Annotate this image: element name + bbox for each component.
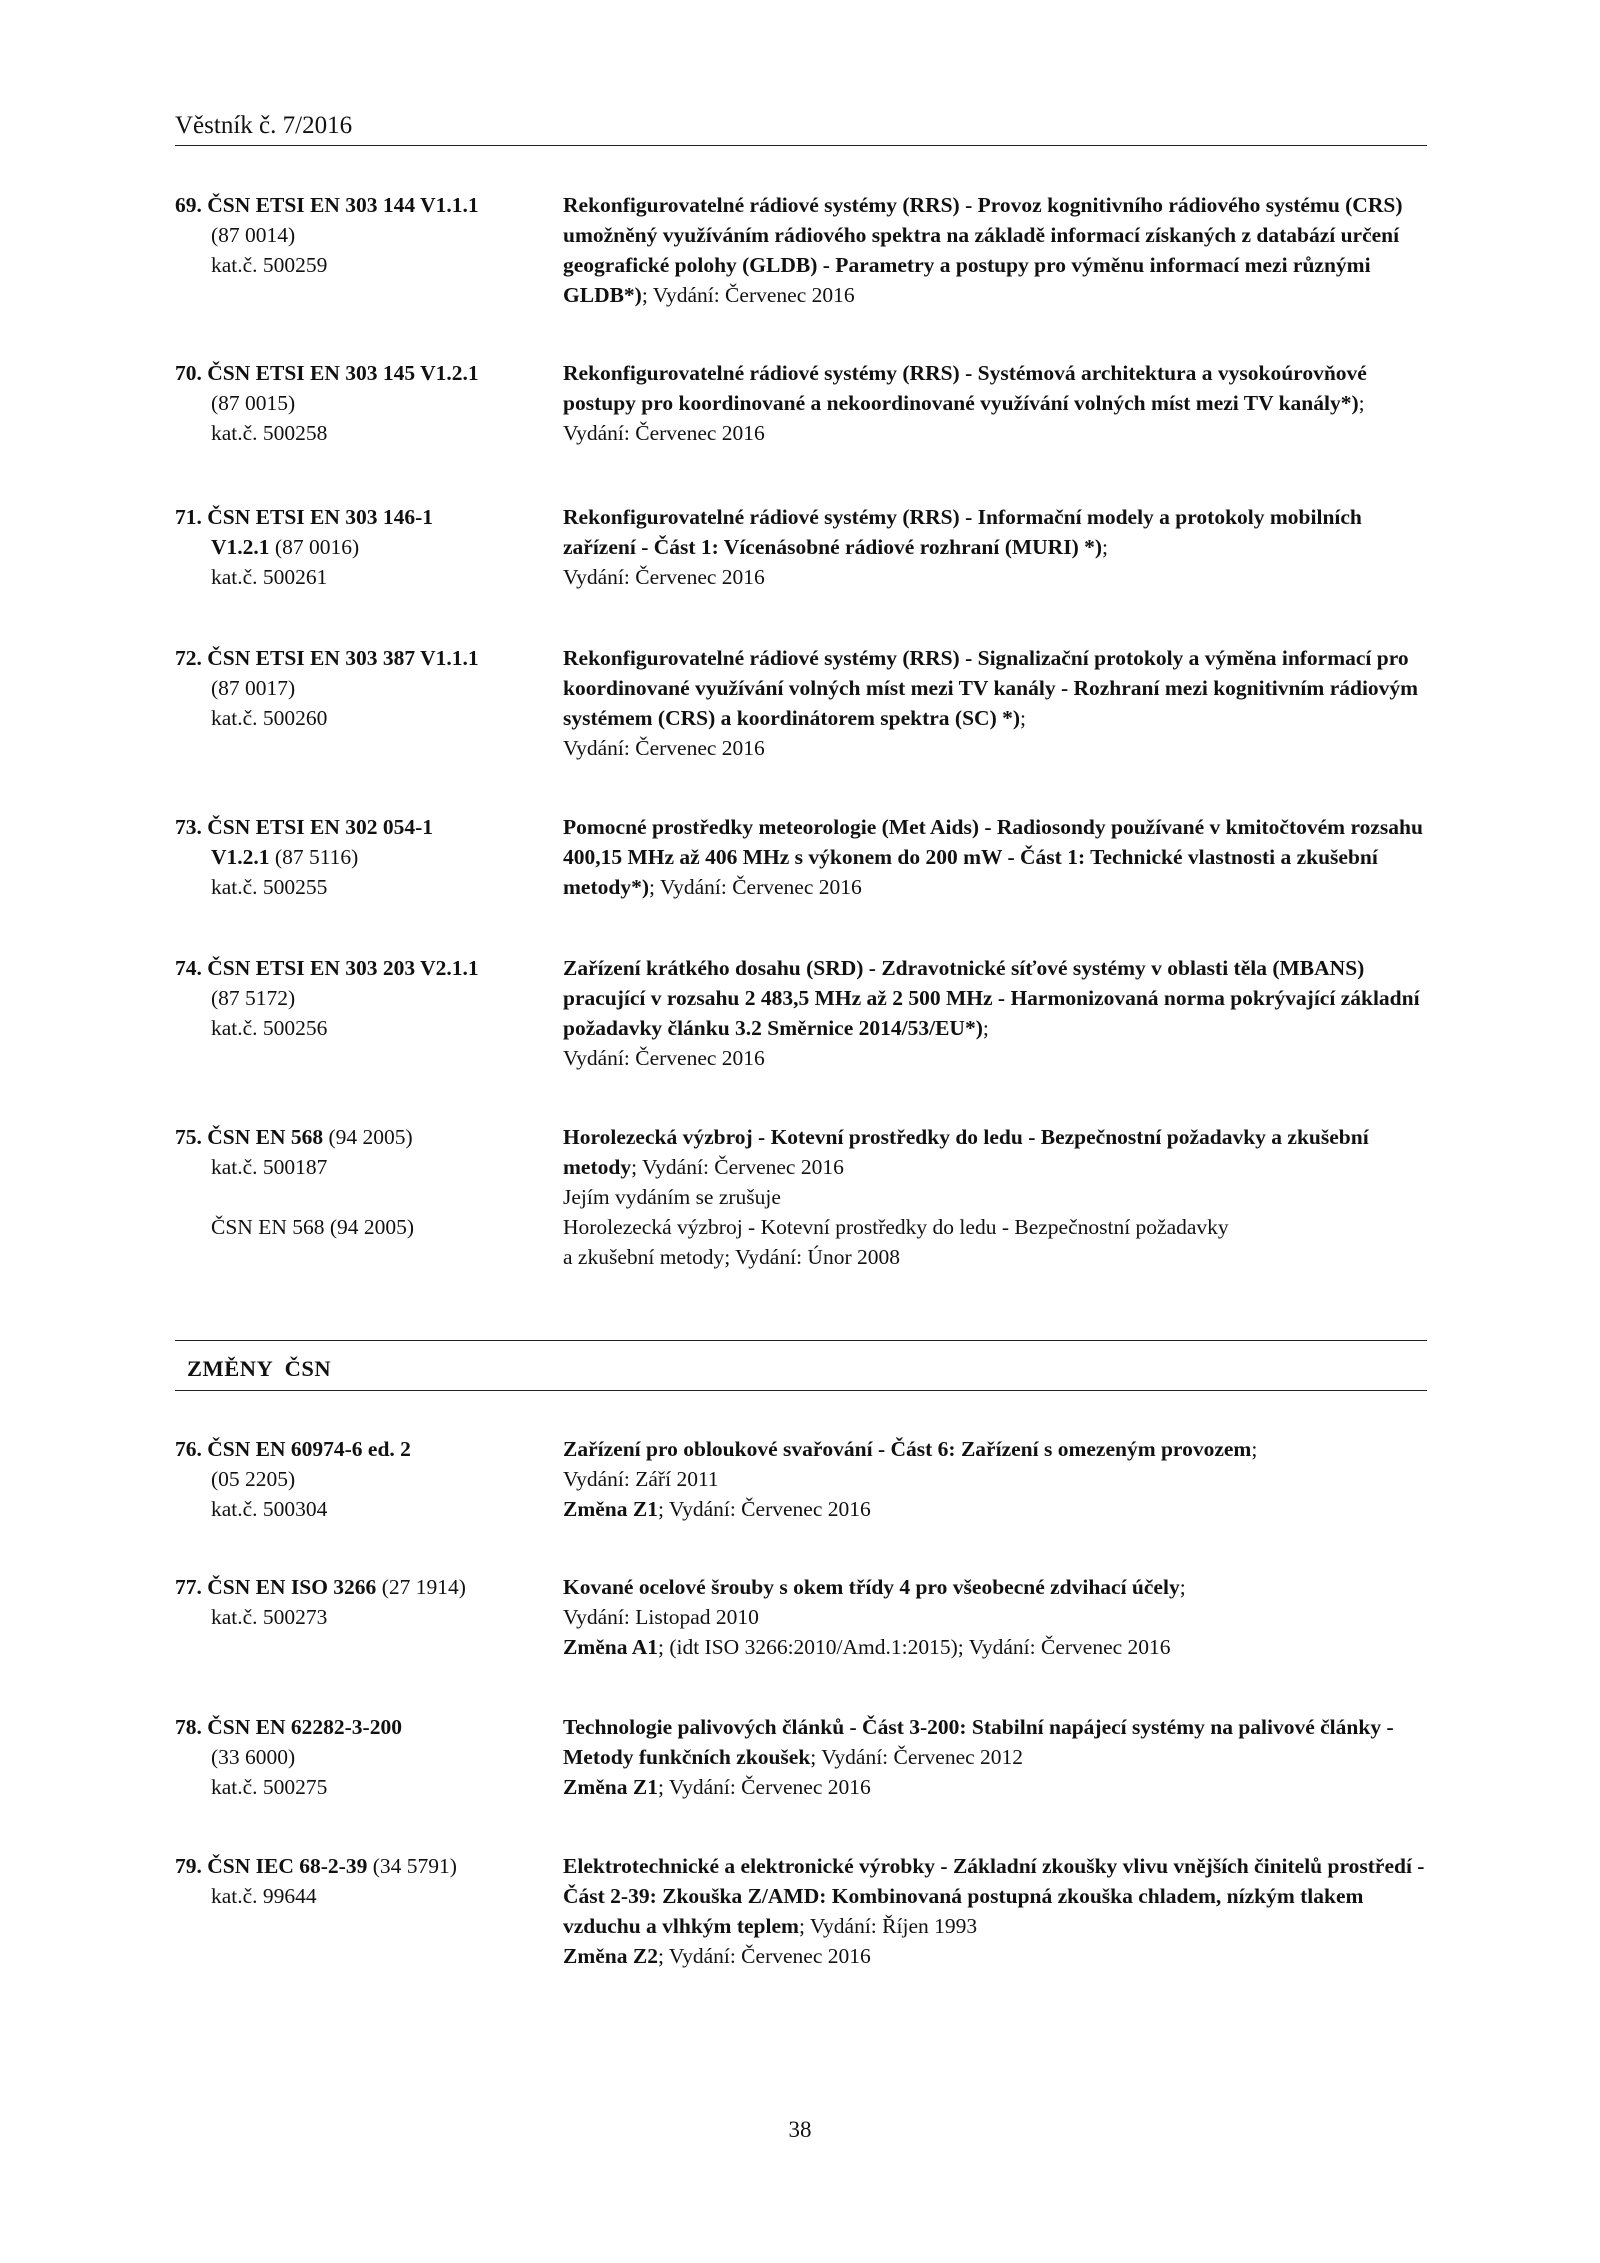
entry-id: 71. ČSN ETSI EN 303 146-1 V1.2.1 (87 0016) kat.č. 500261	[175, 502, 547, 592]
issue-date: ; Vydání: Červenec 2016	[641, 283, 855, 307]
issue-date: Vydání: Červenec 2016	[563, 1046, 765, 1070]
catalog-number: kat.č. 99644	[211, 1884, 317, 1908]
standard-title: Zařízení krátkého dosahu (SRD) - Zdravotnické síťové systémy v oblasti těla (MBANS) pracující v rozsahu 2 483,5 MHz až 2 500 MHz - Harmonizovaná norma pokrývající základní požadavky článku 3.2 Směrnice 2014/53/EU*)	[563, 956, 1420, 1040]
classification: (34 5791)	[372, 1854, 457, 1878]
catalog-number: kat.č. 500260	[211, 706, 328, 730]
withdrawal-note: Jejím vydáním se zrušuje	[563, 1185, 781, 1209]
header-rule	[175, 145, 1427, 146]
catalog-number: kat.č. 500273	[211, 1605, 328, 1629]
entry-description	[563, 812, 1427, 902]
withdrawn-title-continued: a zkušební metody; Vydání: Únor 2008	[563, 1245, 900, 1269]
page-number: 38	[788, 2117, 812, 2142]
standard-code: ČSN ETSI EN 303 203 V2.1.1	[207, 956, 479, 980]
entry-id: 73. ČSN ETSI EN 302 054-1 V1.2.1 (87 5116) kat.č. 500255	[175, 812, 547, 902]
entry-id: 72. ČSN ETSI EN 303 387 V1.1.1 (87 0017) kat.č. 500260	[175, 643, 547, 733]
entry-id: 77. ČSN EN ISO 3266 (27 1914) kat.č. 500273	[175, 1572, 547, 1632]
classification: (87 0017)	[211, 676, 296, 700]
section-title: ZMĚNY ČSN	[187, 1356, 332, 1381]
standard-title: Technologie palivových článků - Část 3-200: Stabilní napájecí systémy na palivové články - Metody funkčních zkoušek	[563, 1715, 1394, 1769]
change-date: ; Vydání: Červenec 2016	[657, 1775, 871, 1799]
entry-id: 79. ČSN IEC 68-2-39 (34 5791) kat.č. 99644	[175, 1851, 547, 1911]
standard-code: ČSN EN ISO 3266	[207, 1575, 377, 1599]
catalog-number: kat.č. 500187	[211, 1155, 328, 1179]
issue-date: Vydání: Červenec 2016	[563, 736, 765, 760]
standard-title: Pomocné prostředky meteorologie (Met Aids) - Radiosondy používané v kmitočtovém rozsahu 400,15 MHz až 406 MHz s výkonem do 200 mW - Část 1: Technické vlastnosti a zkušební metody*)	[563, 815, 1423, 899]
change-label: Změna Z1	[563, 1497, 658, 1521]
entry-description: Zařízení pro obloukové svařování - Část 6: Zařízení s omezeným provozem; Vydání: Září 2011 Změna Z1; Vydání: Červenec 2016	[563, 1434, 1427, 1524]
catalog-number: kat.č. 500258	[211, 421, 328, 445]
change-label: Změna A1	[563, 1635, 658, 1659]
entry-id: 78. ČSN EN 62282-3-200 (33 6000) kat.č. 500275	[175, 1712, 547, 1802]
catalog-number: kat.č. 500304	[211, 1497, 328, 1521]
standard-code: ČSN ETSI EN 303 144 V1.1.1	[207, 193, 479, 217]
withdrawn-title: Horolezecká výzbroj - Kotevní prostředky do ledu - Bezpečnostní požadavky	[563, 1215, 1229, 1239]
standard-code: ČSN ETSI EN 302 054-1	[207, 815, 434, 839]
standard-code: ČSN EN 60974-6 ed. 2	[207, 1437, 411, 1461]
entry-id: 75. ČSN EN 568 (94 2005) kat.č. 500187	[175, 1122, 547, 1182]
catalog-number: kat.č. 500261	[211, 565, 328, 589]
entry-id: 76. ČSN EN 60974-6 ed. 2 (05 2205) kat.č. 500304	[175, 1434, 547, 1524]
classification: (87 0014)	[211, 223, 296, 247]
change-date: ; Vydání: Červenec 2016	[657, 1944, 871, 1968]
classification: (87 0016)	[274, 535, 360, 559]
issue-date: ; Vydání: Červenec 2016	[631, 1155, 844, 1179]
catalog-number: kat.č. 500256	[211, 1016, 328, 1040]
entry-description: Zařízení krátkého dosahu (SRD) - Zdravotnické síťové systémy v oblasti těla (MBANS) pracující v rozsahu 2 483,5 MHz až 2 500 MHz - Harmonizovaná norma pokrývající základní požadavky článku 3.2 Směrnice 2014/53/EU*); Vydání: Červenec 2016	[563, 953, 1427, 1073]
issue-date: Vydání: Září 2011	[563, 1467, 719, 1491]
classification: (33 6000)	[211, 1745, 296, 1769]
entry-description: Kované ocelové šrouby s okem třídy 4 pro všeobecné zdvihací účely; Vydání: Listopad 2010 Změna A1; (idt ISO 3266:2010/Amd.1:2015); Vydání: Červenec 2016	[563, 1572, 1427, 1662]
classification: (87 5116)	[274, 845, 359, 869]
standard-title: Kované ocelové šrouby s okem třídy 4 pro všeobecné zdvihací účely	[563, 1575, 1180, 1599]
section-rule-top	[175, 1340, 1427, 1341]
entry-description	[563, 1122, 1427, 1212]
entry-description	[563, 190, 1427, 310]
withdrawn-standard-description	[563, 1212, 1427, 1272]
classification: (94 2005)	[328, 1125, 413, 1149]
change-label: Změna Z2	[563, 1944, 658, 1968]
issue-date: ; Vydání: Červenec 2016	[563, 391, 1365, 445]
standard-title: Horolezecká výzbroj - Kotevní prostředky do ledu - Bezpečnostní požadavky a zkušební metody	[563, 1125, 1369, 1179]
entry-id: 69. ČSN ETSI EN 303 144 V1.1.1 (87 0014) kat.č. 500259	[175, 190, 547, 280]
standard-title: Elektrotechnické a elektronické výrobky - Základní zkoušky vlivu vnějších činitelů prostředí - Část 2-39: Zkouška Z/AMD: Kombinovaná postupná zkouška chladem, nízkým tlakem vzduchu a vlhkým teplem	[563, 1854, 1425, 1938]
standard-version: V1.2.1	[211, 845, 270, 869]
entry-id: 70. ČSN ETSI EN 303 145 V1.2.1 (87 0015) kat.č. 500258	[175, 358, 547, 448]
entry-description: Technologie palivových článků - Část 3-200: Stabilní napájecí systémy na palivové články - Metody funkčních zkoušek; Vydání: Červenec 2012 Změna Z1; Vydání: Červenec 2016	[563, 1715, 1394, 1799]
classification: (27 1914)	[381, 1575, 466, 1599]
classification: (87 5172)	[211, 986, 296, 1010]
standard-title: Rekonfigurovatelné rádiové systémy (RRS) - Provoz kognitivního rádiového systému (CRS) umožněný využíváním rádiového spektra na základě informací získaných z databází určení geografické polohy (GLDB) - Parametry a postupy pro výměnu informací mezi různými GLDB*)	[563, 193, 1403, 307]
standard-title: Zařízení pro obloukové svařování - Část 6: Zařízení s omezeným provozem	[563, 1437, 1252, 1461]
standard-title: Rekonfigurovatelné rádiové systémy (RRS) - Signalizační protokoly a výměna informací pro koordinované využívání volných míst mezi TV kanály - Rozhraní mezi kognitivním rádiovým systémem (CRS) a koordinátorem spektra (SC) *)	[563, 646, 1419, 730]
section-rule-bottom	[175, 1390, 1427, 1391]
catalog-number: kat.č. 500259	[211, 253, 328, 277]
entry-description: Rekonfigurovatelné rádiové systémy (RRS) - Signalizační protokoly a výměna informací pro koordinované využívání volných míst mezi TV kanály - Rozhraní mezi kognitivním rádiovým systémem (CRS) a koordinátorem spektra (SC) *); Vydání: Červenec 2016	[563, 643, 1427, 763]
catalog-number: kat.č. 500255	[211, 875, 328, 899]
standard-code: ČSN ETSI EN 303 146-1	[207, 505, 434, 529]
standard-title: Rekonfigurovatelné rádiové systémy (RRS) - Informační modely a protokoly mobilních zařízení - Část 1: Vícenásobné rádiové rozhraní (MURI) *)	[563, 505, 1362, 559]
issue-date: Vydání: Listopad 2010	[563, 1605, 759, 1629]
issue-date: ; Vydání: Červenec 2016	[648, 875, 862, 899]
entry-id: 74. ČSN ETSI EN 303 203 V2.1.1 (87 5172) kat.č. 500256	[175, 953, 547, 1043]
catalog-number: kat.č. 500275	[211, 1775, 328, 1799]
standard-title: Rekonfigurovatelné rádiové systémy (RRS) - Systémová architektura a vysokoúrovňové postupy pro koordinované a nekoordinované využívání volných míst mezi TV kanály*)	[563, 361, 1367, 415]
withdrawn-code: ČSN EN 568 (94 2005)	[211, 1215, 415, 1239]
entry-description: Rekonfigurovatelné rádiové systémy (RRS) - Informační modely a protokoly mobilních zařízení - Část 1: Vícenásobné rádiové rozhraní (MURI) *); Vydání: Červenec 2016	[563, 502, 1427, 592]
change-date: ; (idt ISO 3266:2010/Amd.1:2015); Vydání: Červenec 2016	[657, 1635, 1171, 1659]
change-label: Změna Z1	[563, 1775, 658, 1799]
standard-version: V1.2.1	[211, 535, 270, 559]
change-date: ; Vydání: Červenec 2016	[657, 1497, 871, 1521]
standard-code: ČSN ETSI EN 303 145 V1.2.1	[207, 361, 479, 385]
entry-description	[563, 358, 1427, 448]
standard-code: ČSN EN 62282-3-200	[207, 1715, 402, 1739]
withdrawn-standard-id	[175, 1212, 547, 1242]
page-header: Věstník č. 7/2016	[175, 112, 353, 139]
standard-code: ČSN EN 568	[207, 1125, 324, 1149]
classification: (05 2205)	[211, 1467, 296, 1491]
standard-code: ČSN IEC 68-2-39	[207, 1854, 368, 1878]
standard-code: ČSN ETSI EN 303 387 V1.1.1	[207, 646, 479, 670]
issue-date: Vydání: Červenec 2016	[563, 565, 765, 589]
entry-description: Elektrotechnické a elektronické výrobky - Základní zkoušky vlivu vnějších činitelů prostředí - Část 2-39: Zkouška Z/AMD: Kombinovaná postupná zkouška chladem, nízkým tlakem vzduchu a vlhkým teplem; Vydání: Říjen 1993 Změna Z2; Vydání: Červenec 2016	[563, 1854, 1425, 1968]
classification: (87 0015)	[211, 391, 296, 415]
